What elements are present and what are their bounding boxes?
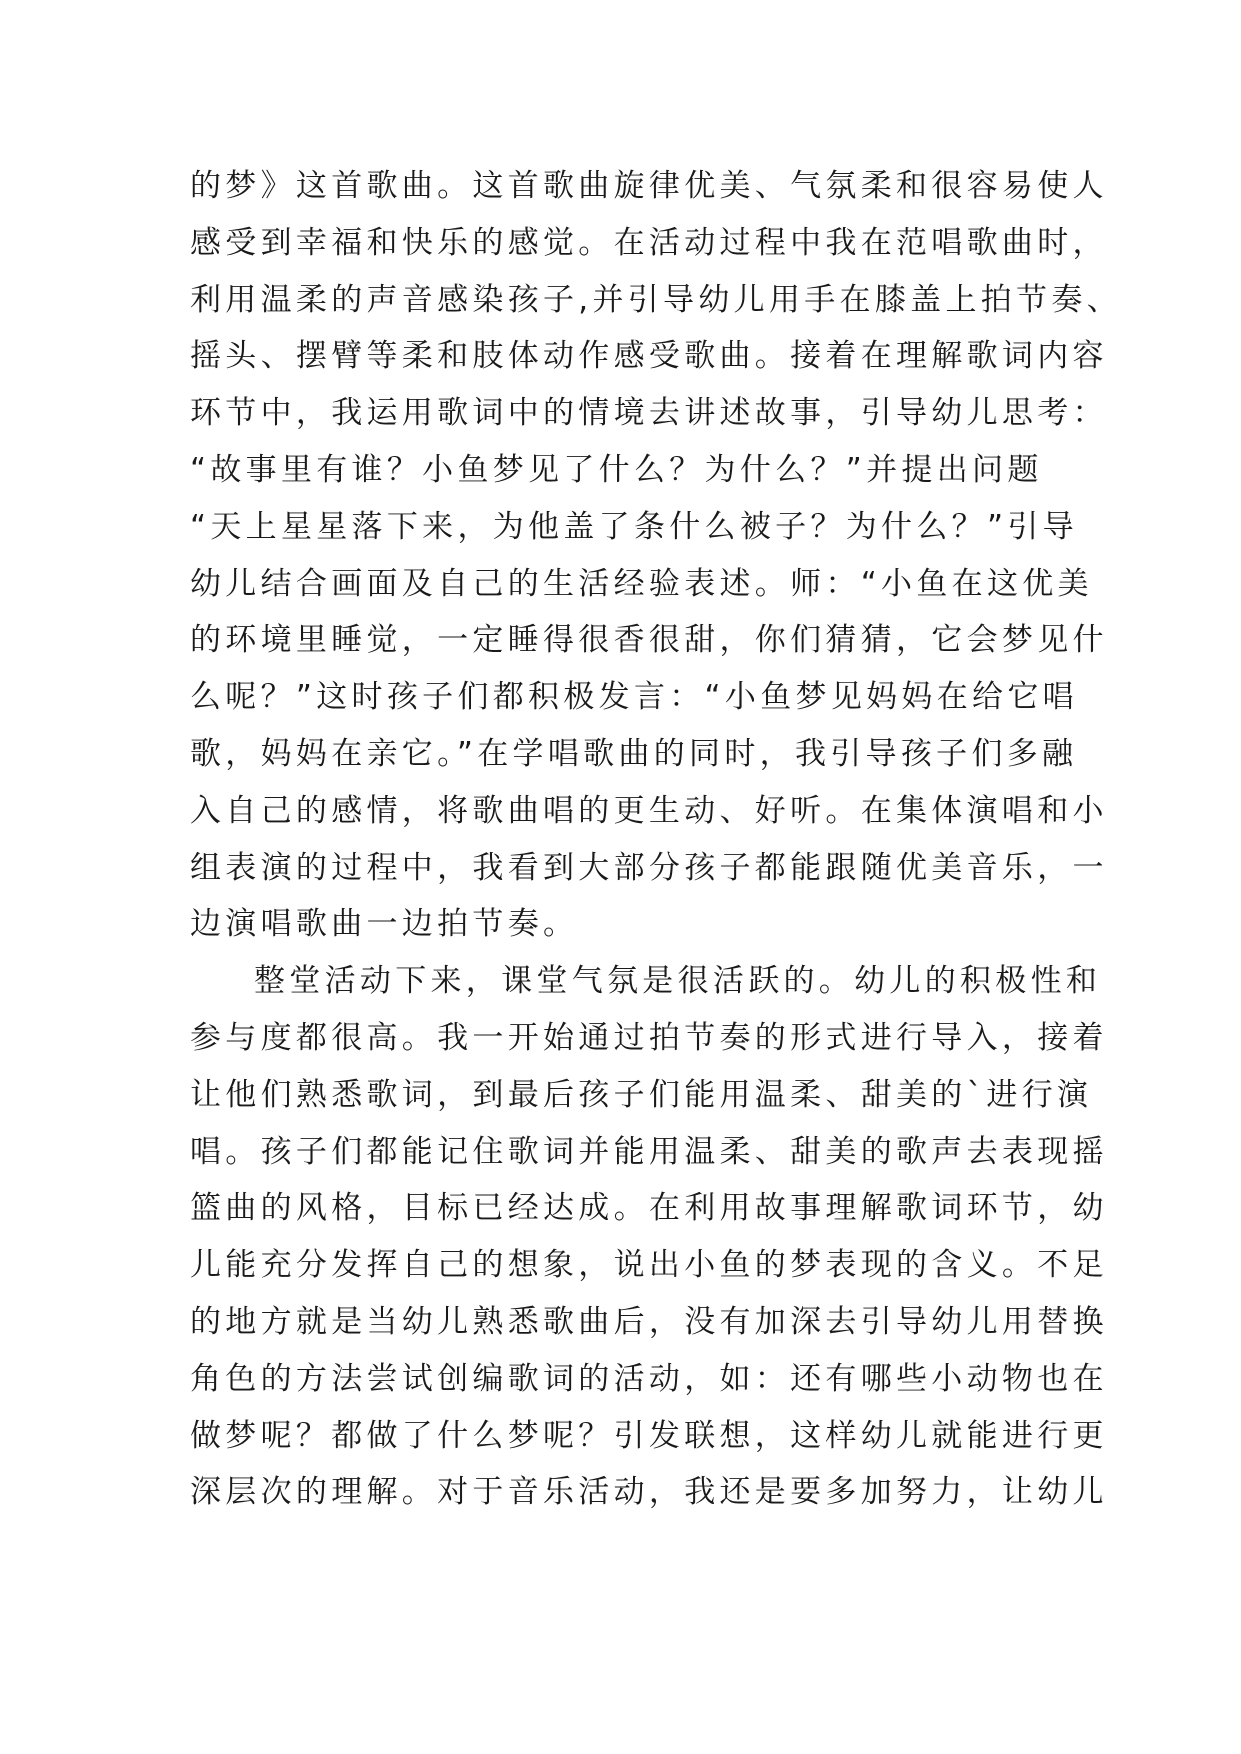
body-text	[190, 158, 1122, 1521]
text-line: 深层次的理解。对于音乐活动，我还是要多加努力，让幼儿	[190, 1474, 1108, 1511]
text-line: 感受到幸福和快乐的感觉。在活动过程中我在范唱歌曲时，	[190, 224, 1108, 261]
text-line: 的环境里睡觉，一定睡得很香很甜，你们猜猜，它会梦见什	[190, 622, 1108, 659]
text-line: 角色的方法尝试创编歌词的活动，如：还有哪些小动物也在	[190, 1360, 1108, 1397]
text-line: 幼儿结合画面及自己的生活经验表述。师：“小鱼在这优美	[190, 565, 1093, 602]
text-line: “天上星星落下来，为他盖了条什么被子？为什么？”引导	[190, 508, 1078, 545]
text-line: 的梦》这首歌曲。这首歌曲旋律优美、气氛柔和很容易使人	[190, 168, 1108, 204]
text-line: 歌，妈妈在亲它。”在学唱歌曲的同时，我引导孩子们多融	[190, 735, 1078, 772]
text-line: 做梦呢？都做了什么梦呢？引发联想，这样幼儿就能进行更	[190, 1417, 1108, 1454]
paragraph-first-line: 整堂活动下来，课堂气氛是很活跃的。幼儿的积极性和	[254, 963, 1102, 1000]
text-line: 参与度都很高。我一开始通过拍节奏的形式进行导入，接着	[190, 1019, 1108, 1056]
text-line: 利用温柔的声音感染孩子,并引导幼儿用手在膝盖上拍节奏、	[190, 281, 1122, 318]
text-line: “故事里有谁？小鱼梦见了什么？为什么？”并提出问题	[190, 451, 1043, 488]
text-line: 摇头、摆臂等柔和肢体动作感受歌曲。接着在理解歌词内容	[190, 338, 1108, 375]
text-line: 让他们熟悉歌词，到最后孩子们能用温柔、甜美的`进行演	[190, 1076, 1093, 1113]
text-line: 组表演的过程中，我看到大部分孩子都能跟随优美音乐，一	[190, 849, 1108, 886]
text-line: 儿能充分发挥自己的想象，说出小鱼的梦表现的含义。不足	[190, 1247, 1108, 1284]
text-line: 唱。孩子们都能记住歌词并能用温柔、甜美的歌声去表现摇	[190, 1133, 1108, 1170]
text-line: 入自己的感情，将歌曲唱的更生动、好听。在集体演唱和小	[190, 792, 1108, 829]
text-line: 边演唱歌曲一边拍节奏。	[190, 906, 579, 943]
text-line: 环节中，我运用歌词中的情境去讲述故事，引导幼儿思考：	[190, 395, 1108, 432]
text-line: 么呢？”这时孩子们都积极发言：“小鱼梦见妈妈在给它唱	[190, 679, 1078, 716]
text-line: 的地方就是当幼儿熟悉歌曲后，没有加深去引导幼儿用替换	[190, 1303, 1108, 1340]
text-line: 篮曲的风格，目标已经达成。在利用故事理解歌词环节，幼	[190, 1190, 1108, 1227]
